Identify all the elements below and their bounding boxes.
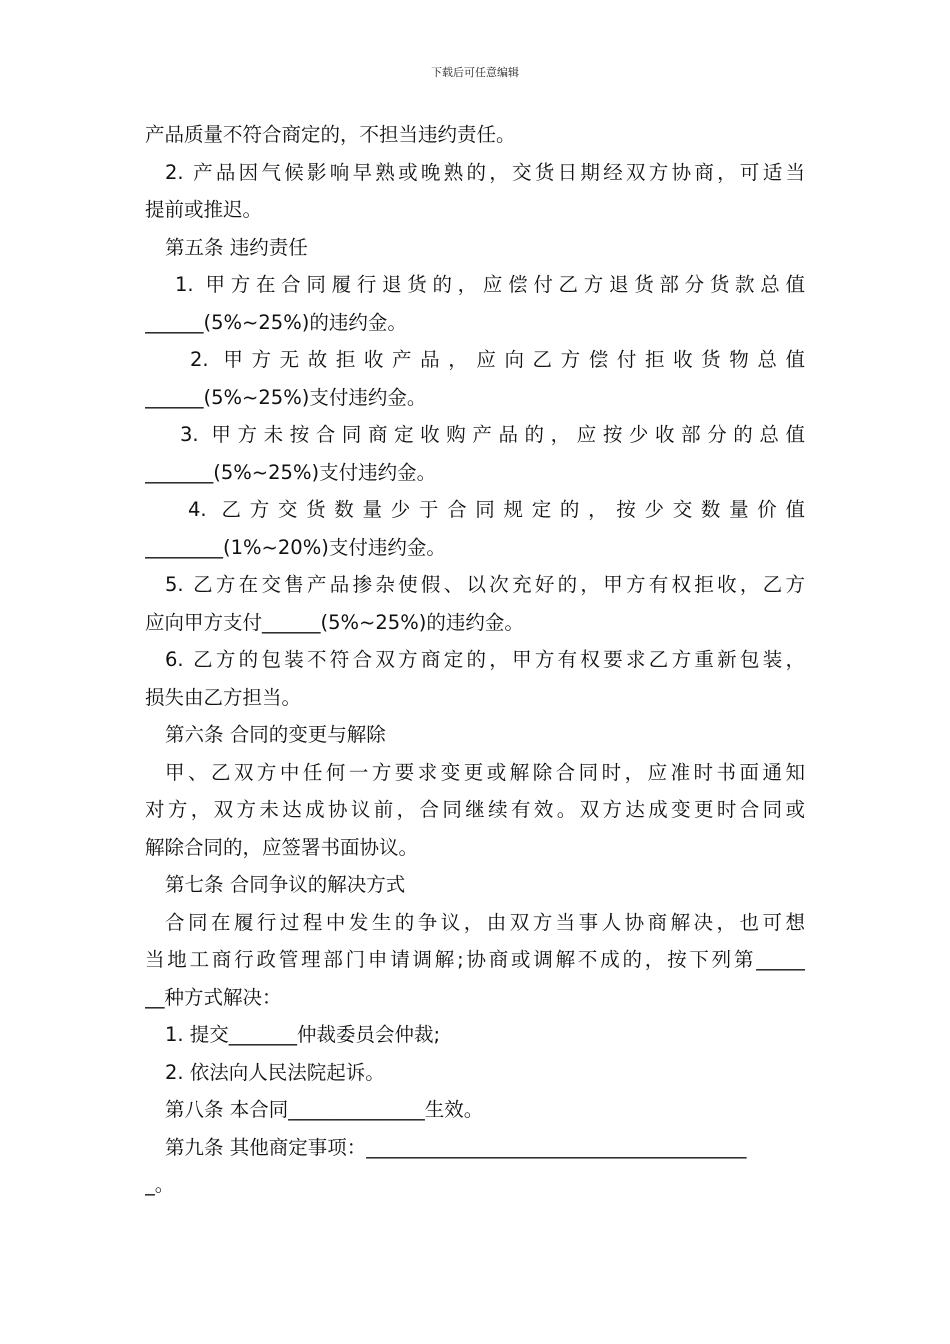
section-heading: 第九条 其他商定事项：_______________________________________ <box>165 1135 747 1159</box>
section-heading: 第八条 本合同______________生效。 <box>165 1098 484 1121</box>
text-line: 6. 乙方的包装不符合双方商定的，甲方有权要求乙方重新包装， <box>165 648 805 671</box>
contract-body <box>145 116 805 1204</box>
text-line: 1. 甲方在合同履行退货的，应偿付乙方退货部分货款总值 <box>175 273 805 296</box>
text-line: 3. 甲方未按合同商定收购产品的，应按少收部分的总值 <box>180 423 805 446</box>
text-line: ________(1%~20%)支付违约金。 <box>145 535 446 559</box>
section-heading: 第七条 合同争议的解决方式 <box>165 873 406 896</box>
text-line: 合同在履行过程中发生的争议，由双方当事人协商解决，也可想 <box>165 910 805 934</box>
text-line: 提前或推迟。 <box>145 198 263 221</box>
text-line: _______(5%~25%)支付违约金。 <box>145 460 437 484</box>
text-line: __种方式解决： <box>145 985 282 1009</box>
text-line: 解除合同的，应签署书面协议。 <box>145 835 419 859</box>
text-line: 对方，双方未达成协议前，合同继续有效。双方达成变更时合同或 <box>145 798 805 821</box>
text-line: ______(5%~25%)的违约金。 <box>145 310 407 334</box>
text-line: 5. 乙方在交售产品掺杂使假、以次充好的，甲方有权拒收，乙方 <box>165 573 805 596</box>
text-line: 2. 产品因气候影响早熟或晚熟的，交货日期经双方协商，可适当 <box>165 160 805 184</box>
text-line: 2. 依法向人民法院起诉。 <box>165 1060 385 1084</box>
text-line: 损失由乙方担当。 <box>145 685 302 709</box>
text-line: 4. 乙方交货数量少于合同规定的，按少交数量价值 <box>188 498 805 521</box>
text-line: 2. 甲方无故拒收产品，应向乙方偿付拒收货物总值 <box>190 348 805 371</box>
text-line: ______(5%~25%)支付违约金。 <box>145 385 427 409</box>
section-heading: 第五条 违约责任 <box>165 235 308 259</box>
page-header: 下载后可任意编辑 <box>431 66 519 79</box>
text-line: 1. 提交_______仲裁委员会仲裁; <box>165 1023 441 1046</box>
section-heading: 第六条 合同的变更与解除 <box>165 723 386 746</box>
text-line: 产品质量不符合商定的，不担当违约责任。 <box>145 123 516 146</box>
text-line: _。 <box>145 1173 175 1196</box>
text-line: 当地工商行政管理部门申请调解;协商或调解不成的，按下列第_____ <box>145 948 805 971</box>
text-line: 应向甲方支付______(5%~25%)的违约金。 <box>145 610 524 634</box>
text-line: 甲、乙双方中任何一方要求变更或解除合同时，应准时书面通知 <box>165 760 805 784</box>
